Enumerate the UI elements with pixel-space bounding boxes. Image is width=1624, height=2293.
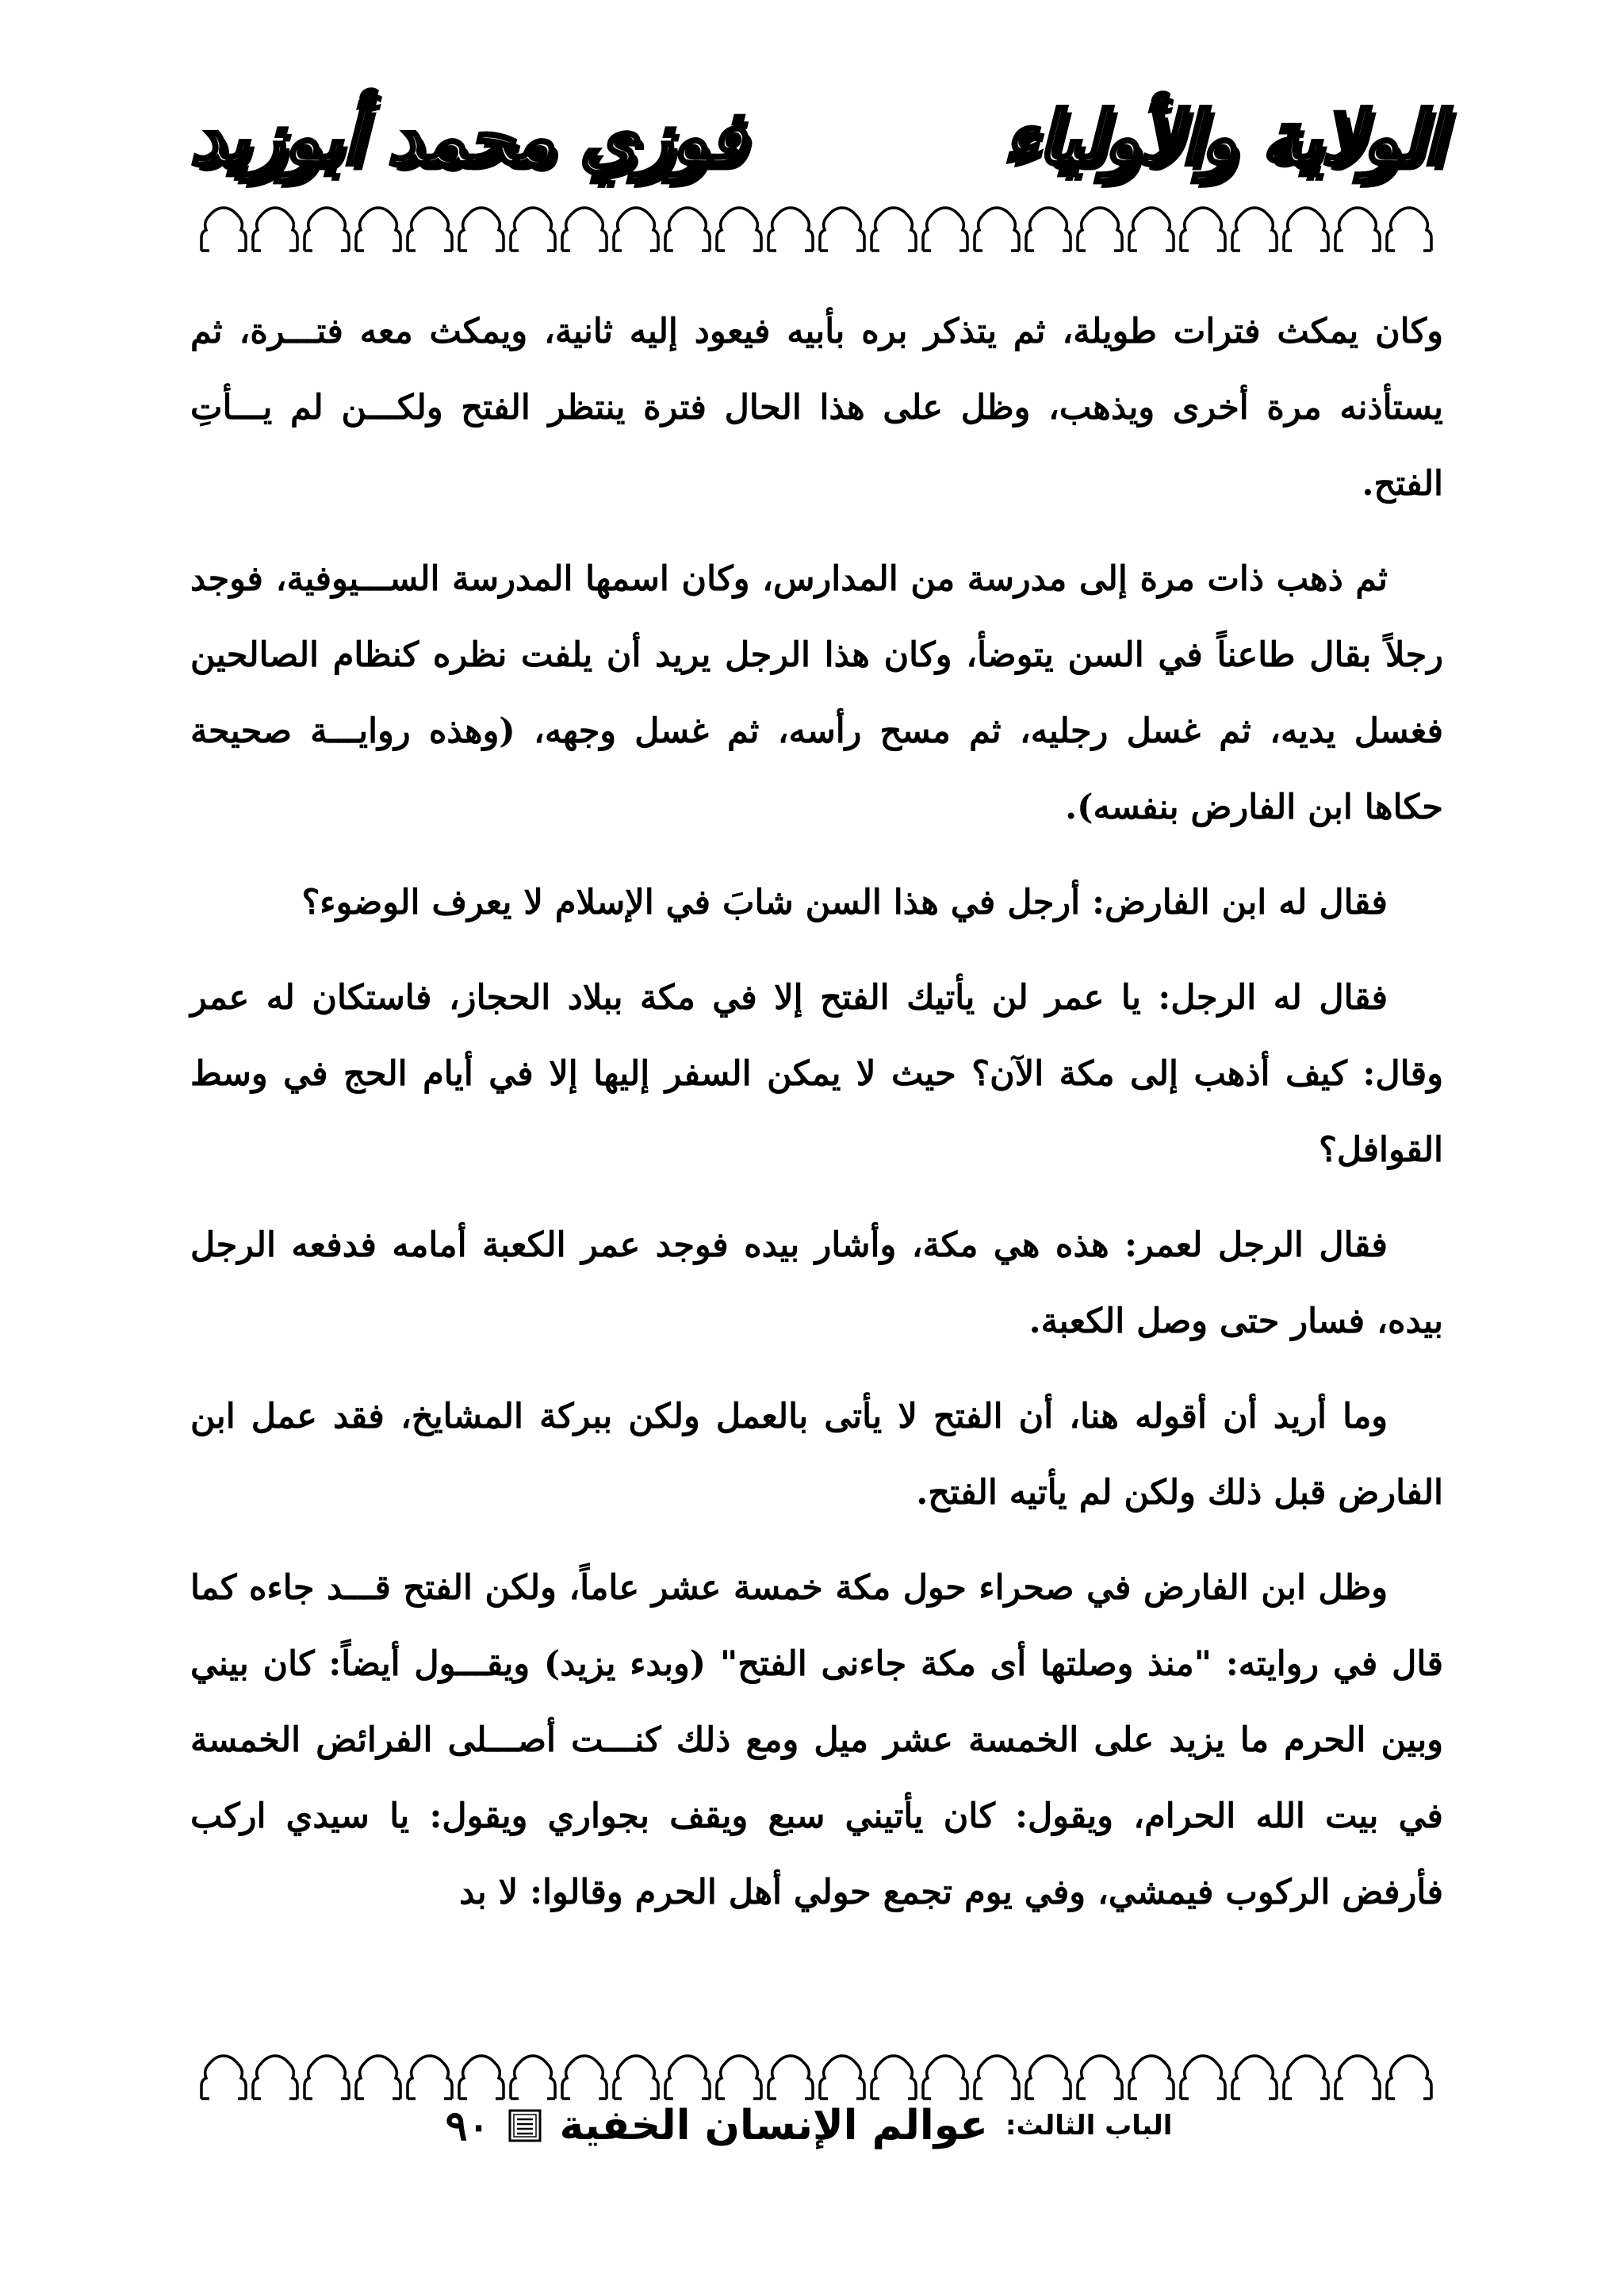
book-icon	[508, 2108, 542, 2143]
paragraph: وما أريد أن أقوله هنا، أن الفتح لا يأتى بالعمل ولكن ببركة المشايخ، فقد عمل ابن الفارض قبل ذلك ولكن لم يأتيه الفتح.	[190, 1397, 1443, 1513]
page-footer	[444, 2090, 1174, 2161]
page-header	[190, 95, 1443, 190]
section-label: الباب الثالث:	[1005, 2110, 1173, 2142]
body-text	[190, 293, 1443, 1950]
author-name: فوزي محمد أبوزيد	[190, 96, 745, 181]
paragraph: ثم ذهب ذات مرة إلى مدرسة من المدارس، وكان اسمها المدرسة الســـيوفية، فوجد رجلاً بقال طاعناً في السن يتوضأ، وكان هذا الرجل يريد أن يلفت نظره كنظام الصالحين فغسل يديه، ثم غسل رجليه، ثم مسح رأسه، ثم غسل وجهه، (وهذه روايـــة صحيحة حكاها ابن الفارض بنفسه).	[190, 559, 1443, 827]
paragraph: وكان يمكث فترات طويلة، ثم يتذكر بره بأبيه فيعود إليه ثانية، ويمكث معه فتـــرة، ثم يستأذنه مرة أخرى ويذهب، وظل على هذا الحال فترة ينتظر الفتح ولكـــن لم يـــأتِ الفتح.	[190, 312, 1443, 504]
paragraph: فقال الرجل لعمر: هذه هي مكة، وأشار بيده فوجد عمر الكعبة أمامه فدفعه الرجل بيده، فسار حتى وصل الكعبة.	[190, 1225, 1443, 1341]
paragraph: فقال له ابن الفارض: أرجل في هذا السن شابَ في الإسلام لا يعرف الوضوء؟	[301, 883, 1388, 922]
paragraph: وظل ابن الفارض في صحراء حول مكة خمسة عشر عاماً، ولكن الفتح قـــد جاءه كما قال في روايته: "منذ وصلتها أى مكة جاءنى الفتح" (وبدء يزيد) ويقـــول أيضاً: كان بيني وبين الحرم ما يزيد على الخمسة عشر ميل ومع ذلك كنـــت أصـــلى الفرائض الخمسة في بيت الله الحرام، ويقول: كان يأتيني سبع ويقف بجواري ويقول: يا سيدي اركب فأرفض الركوب فيمشي، وفي يوم تجمع حولي أهل الحرم وقالوا: لا بد	[190, 1568, 1443, 1912]
page-number: ٩٠	[445, 2101, 490, 2150]
section-title: عوالم الإنسان الخفية	[559, 2102, 988, 2149]
book-title: الولاية والأولياء	[1003, 96, 1443, 181]
paragraph: فقال له الرجل: يا عمر لن يأتيك الفتح إلا في مكة ببلاد الحجاز، فاستكان له عمر وقال: كيف أذهب إلى مكة الآن؟ حيث لا يمكن السفر إليها إلا في أيام الحج في وسط القوافل؟	[190, 978, 1443, 1170]
decorative-border-top	[198, 198, 1435, 254]
